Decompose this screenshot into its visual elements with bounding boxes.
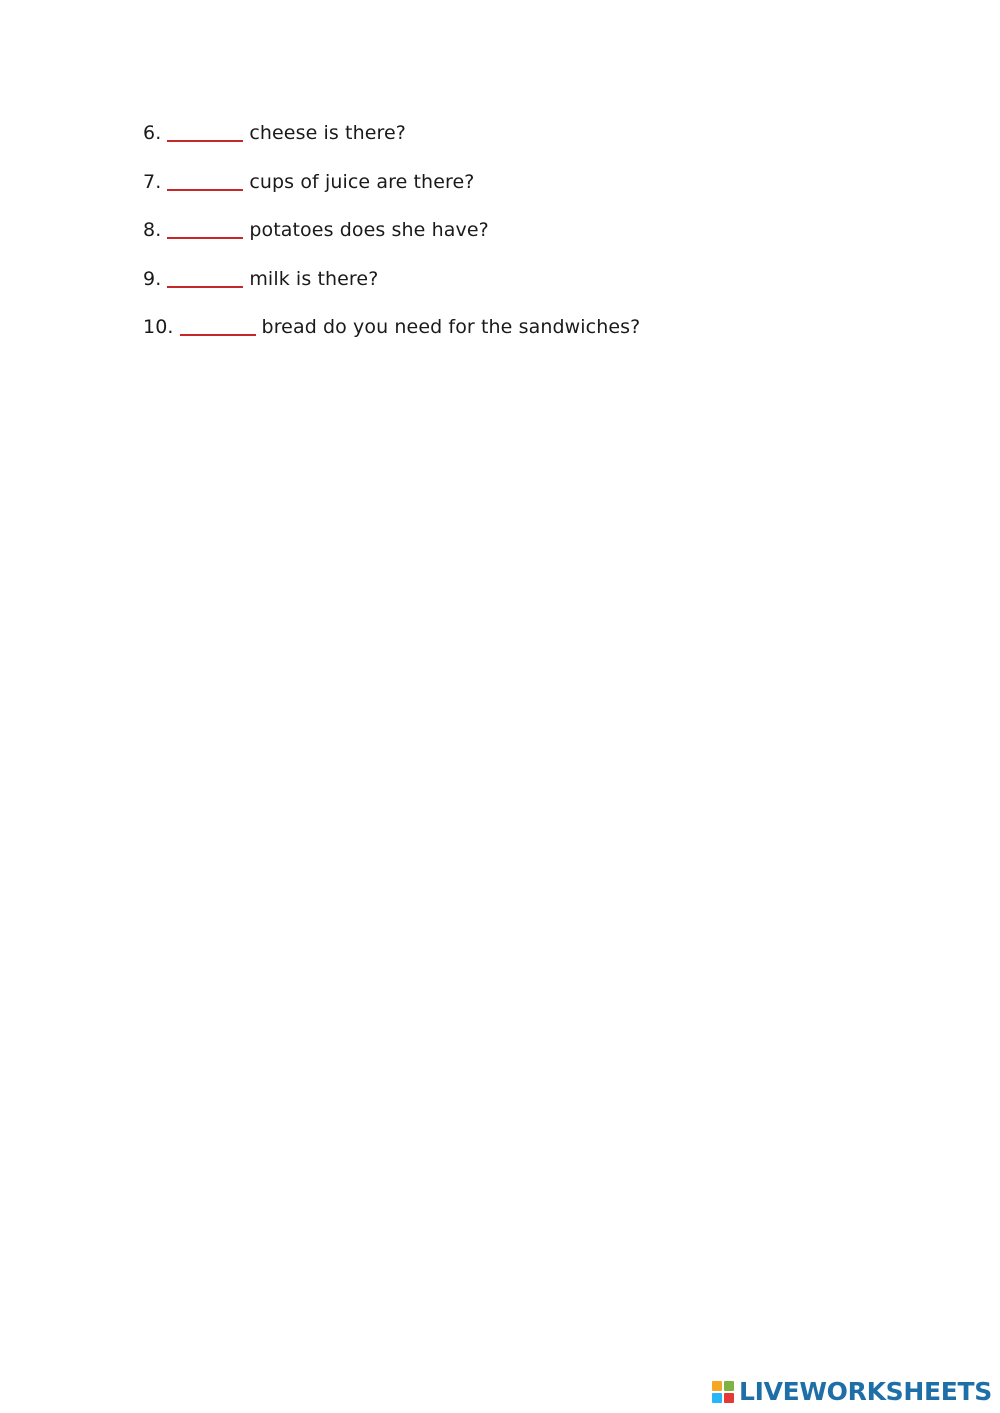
question-item: [143, 167, 640, 216]
question-text: bread do you need for the sandwiches?: [261, 316, 641, 338]
logo-blocks-icon: [712, 1381, 734, 1403]
answer-blank[interactable]: [180, 314, 256, 336]
question-text: potatoes does she have?: [249, 219, 489, 241]
question-number: 8.: [143, 219, 162, 241]
question-item: [143, 264, 640, 313]
question-text: cheese is there?: [249, 122, 406, 144]
question-item: [143, 118, 640, 167]
question-number: 10.: [143, 316, 174, 338]
question-item: [143, 312, 640, 361]
logo-block: [724, 1393, 734, 1403]
logo-text: LIVEWORKSHEETS: [738, 1377, 992, 1406]
question-item: [143, 215, 640, 264]
liveworksheets-logo: [712, 1379, 992, 1405]
question-number: 9.: [143, 267, 162, 290]
answer-blank[interactable]: [167, 266, 243, 288]
answer-blank[interactable]: [167, 120, 243, 142]
answer-blank[interactable]: [167, 169, 243, 191]
logo-block: [712, 1393, 722, 1403]
question-text: cups of juice are there?: [249, 170, 475, 193]
question-text: milk is there?: [249, 267, 379, 290]
question-number: 7.: [143, 170, 162, 193]
question-number: 6.: [143, 122, 162, 144]
answer-blank[interactable]: [167, 217, 243, 239]
logo-block: [724, 1381, 734, 1391]
question-list: [143, 118, 640, 361]
logo-block: [712, 1381, 722, 1391]
